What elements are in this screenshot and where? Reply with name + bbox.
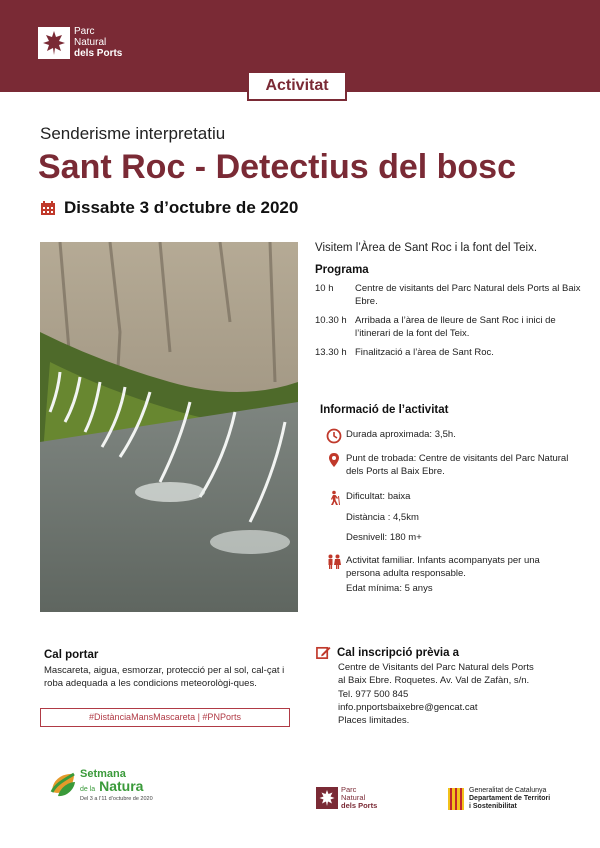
inscripcio-line: Centre de Visitants del Parc Natural dels Ports — [338, 662, 534, 673]
programa-time: 10 h — [315, 283, 334, 294]
event-date-row — [40, 198, 298, 218]
parc-natural-footer-logo — [316, 786, 377, 810]
programa-text: Arribada a l’àrea de lleure de Sant Roc i inici de l’itinerari de la font del Teix. — [355, 315, 556, 339]
map-pin-icon — [326, 452, 342, 468]
info-distancia — [346, 511, 571, 524]
generalitat-logo — [448, 787, 550, 811]
programa-text: Finalització a l’àrea de Sant Roc. — [355, 347, 494, 358]
setmana-natura: Natura — [99, 778, 144, 794]
event-subtitle: Senderisme interpretatiu — [40, 124, 226, 143]
info-distancia-text: Distància : 4,5km — [346, 512, 419, 523]
inscripcio-title: Cal inscripció prèvia a — [337, 646, 460, 659]
programa-item — [315, 282, 585, 308]
clock-icon — [326, 428, 342, 444]
inscripcio-details — [338, 661, 578, 727]
info-edat-text: Edat mínima: 5 anys — [346, 583, 433, 594]
inscripcio-line: Places limitades. — [338, 715, 410, 727]
setmana-de-la: de la — [80, 786, 96, 793]
info-title: Informació de l’activitat — [320, 404, 449, 416]
programa-text: Centre de visitants del Parc Natural dels Ports al Baix Ebre. — [355, 283, 581, 307]
inscripcio-phone: Tel. 977 500 845 — [338, 688, 409, 700]
footer-parc-line3: dels Ports — [341, 801, 378, 810]
gencat-line3: i Sostenibilitat — [469, 803, 517, 810]
info-dificultat-text: Dificultat: baixa — [346, 491, 411, 502]
programa-item — [315, 314, 585, 340]
info-edat — [346, 582, 571, 595]
programa-time: 13.30 h — [315, 347, 347, 358]
programa-item — [315, 346, 585, 359]
calendar-icon — [40, 200, 56, 216]
footer-parc-line1: Parc — [341, 785, 357, 794]
hashtags: #DistànciaMansMascareta | #PNPorts — [40, 708, 290, 727]
info-dificultat — [326, 490, 571, 506]
inscripcio-heading — [316, 645, 459, 660]
setmana-natura-logo — [48, 768, 153, 802]
family-icon — [326, 554, 342, 570]
maple-leaf-footer-icon — [316, 787, 338, 809]
info-familiar — [326, 554, 571, 580]
setmana-line1: Setmana — [80, 768, 126, 780]
info-punt — [326, 452, 571, 478]
hiker-icon — [326, 490, 342, 506]
edit-icon — [316, 645, 331, 660]
info-desnivell — [346, 531, 571, 544]
gencat-line1: Generalitat de Catalunya — [469, 787, 547, 794]
logo-line-3: dels Ports — [74, 48, 123, 59]
programa-section — [315, 242, 585, 359]
event-title: Sant Roc - Detectius del bosc — [38, 148, 516, 186]
inscripcio-line: al Baix Ebre. Roquetes. Av. Val de Zafàn, s/n. — [338, 675, 530, 687]
info-durada-text: Durada aproximada: 3,5h. — [346, 429, 456, 440]
maple-leaf-logo-icon — [38, 27, 70, 59]
cal-portar-title: Cal portar — [44, 649, 99, 661]
intro-text: Visitem l’Àrea de Sant Roc i la font del Teix. — [315, 242, 538, 254]
setmana-natura-leaf-icon — [48, 770, 78, 800]
gencat-line2: Departament de Territori — [469, 795, 551, 802]
logo-line-1: Parc — [74, 26, 95, 37]
cal-portar-text: Mascareta, aigua, esmorzar, protecció per al sol, cal-çat i roba adequada a les condicions meteorològi-ques. — [44, 665, 285, 689]
setmana-dates: Del 3 a l’11 d’octubre de 2020 — [80, 796, 153, 802]
info-durada — [326, 428, 571, 444]
info-desnivell-text: Desnivell: 180 m+ — [346, 532, 422, 543]
info-punt-text: Punt de trobada: Centre de visitants del Parc Natural dels Ports al Baix Ebre. — [346, 453, 569, 477]
programa-time: 10.30 h — [315, 315, 347, 326]
logo-line-2: Natural — [74, 37, 107, 48]
info-familiar-text: Activitat familiar. Infants acompanyats per una persona adulta responsable. — [346, 555, 540, 579]
inscripcio-email[interactable]: info.pnportsbaixebre@gencat.cat — [338, 701, 478, 713]
programa-title: Programa — [315, 264, 369, 276]
parc-natural-logo — [38, 26, 122, 59]
event-date: Dissabte 3 d’octubre de 2020 — [64, 198, 299, 217]
activitat-badge: Activitat — [247, 71, 347, 101]
fountain-photo — [40, 242, 298, 612]
footer-parc-line2: Natural — [341, 793, 366, 802]
senyera-icon — [448, 788, 464, 810]
